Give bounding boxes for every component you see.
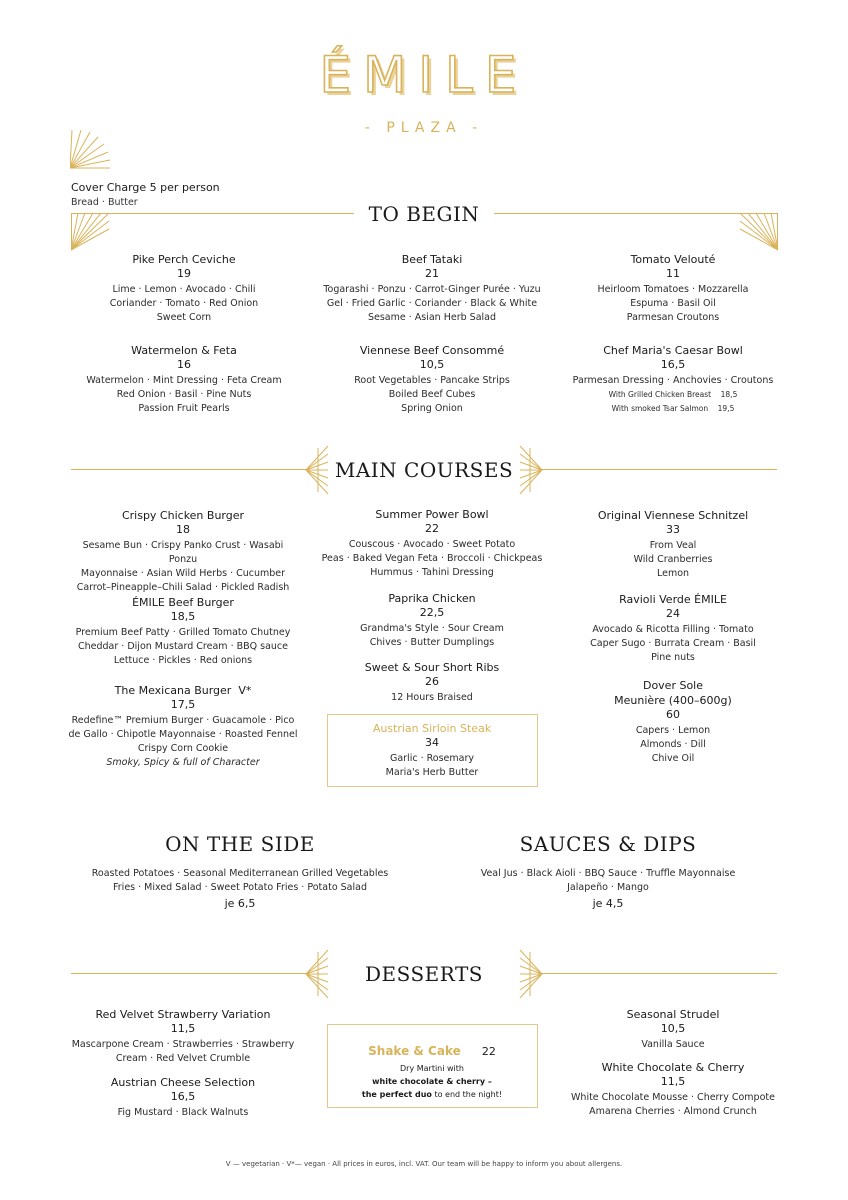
item-desc: Almonds · Dill bbox=[640, 739, 706, 750]
cover-charge bbox=[71, 181, 220, 208]
item-desc: Sesame · Asian Herb Salad bbox=[367, 312, 497, 323]
item-name: Beef Tataki bbox=[401, 253, 463, 266]
item-desc: white chocolate & cherry – bbox=[372, 1077, 492, 1086]
item-price: 22,5 bbox=[419, 606, 445, 619]
item-name: Seasonal Strudel bbox=[626, 1008, 720, 1021]
item-desc: Avocado & Ricotta Filling · Tomato bbox=[592, 624, 754, 635]
item-name: Tomato Velouté bbox=[630, 253, 716, 266]
item-desc: Passion Fruit Pearls bbox=[138, 403, 230, 414]
menu-item bbox=[68, 683, 298, 770]
item-desc: the perfect duo bbox=[361, 1090, 432, 1099]
item-price: 10,5 bbox=[419, 358, 445, 371]
item-desc: Grandma's Style · Sour Cream bbox=[360, 623, 504, 634]
item-price: 18,5 bbox=[170, 610, 196, 623]
item-name: Dover Sole bbox=[642, 679, 704, 692]
item-desc: Couscous · Avocado · Sweet Potato bbox=[348, 539, 516, 550]
sunburst-left-icon bbox=[71, 213, 111, 251]
menu-item bbox=[312, 252, 552, 325]
menu-item bbox=[68, 595, 298, 668]
item-desc: de Gallo · Chipotle Mayonnaise · Roasted Fennel bbox=[68, 729, 298, 740]
sunburst-right-icon bbox=[738, 213, 778, 251]
menu-item bbox=[573, 592, 773, 665]
item-name: Shake & Cake bbox=[368, 1044, 461, 1058]
item-desc: Cream · Red Velvet Crumble bbox=[115, 1053, 251, 1064]
item-price: 24 bbox=[666, 607, 680, 620]
cover-charge-text: Cover Charge 5 per person bbox=[71, 181, 220, 194]
divider-line bbox=[71, 469, 306, 470]
item-price: 18 bbox=[176, 523, 190, 536]
item-name: The Mexicana Burger V* bbox=[114, 684, 252, 697]
section-title-sauces: SAUCES & DIPS bbox=[519, 832, 697, 856]
item-price: 16,5 bbox=[660, 358, 686, 371]
item-desc: Vanilla Sauce bbox=[641, 1039, 705, 1050]
item-name: Red Velvet Strawberry Variation bbox=[95, 1008, 271, 1021]
item-desc: to end the night! bbox=[431, 1090, 503, 1099]
item-desc: Capers · Lemon bbox=[635, 725, 711, 736]
item-desc: Togarashi · Ponzu · Carrot-Ginger Purée · Yuzu bbox=[323, 284, 541, 295]
sunburst-top-left-icon bbox=[70, 130, 112, 170]
item-price: 26 bbox=[425, 675, 439, 688]
item-desc: Hummus · Tahini Dressing bbox=[370, 567, 494, 578]
menu-item bbox=[84, 343, 284, 416]
menu-item bbox=[68, 508, 298, 595]
section-title-to-begin: TO BEGIN bbox=[368, 202, 480, 226]
item-name: Austrian Cheese Selection bbox=[110, 1076, 256, 1089]
item-desc: Sweet Corn bbox=[156, 312, 212, 323]
menu-item bbox=[563, 343, 783, 416]
item-desc: Wild Cranberries bbox=[633, 554, 713, 565]
item-desc: Boiled Beef Cubes bbox=[388, 389, 476, 400]
item-desc: Spring Onion bbox=[401, 403, 463, 414]
side-dishes bbox=[60, 867, 420, 913]
divider-line bbox=[494, 213, 777, 214]
item-name: Pike Perch Ceviche bbox=[132, 253, 236, 266]
item-extra: With smoked Tsar Salmon 19,5 bbox=[611, 404, 735, 413]
item-price: 11 bbox=[666, 267, 680, 280]
item-price: 22 bbox=[481, 1045, 496, 1058]
item-desc: Premium Beef Patty · Grilled Tomato Chutney bbox=[75, 627, 291, 638]
divider-line bbox=[71, 213, 354, 214]
item-name: ÉMILE Beef Burger bbox=[132, 596, 234, 609]
section-title-desserts: DESSERTS bbox=[364, 962, 484, 986]
item-name: Watermelon & Feta bbox=[131, 344, 237, 357]
brand-logo: ÉMILE bbox=[319, 46, 529, 104]
item-price: 60 bbox=[666, 708, 680, 721]
item-desc: Heirloom Tomatoes · Mozzarella bbox=[597, 284, 749, 295]
footer-note: V — vegetarian · V*— vegan · All prices in euros, incl. VAT. Our team will be happy to inform you about allergens. bbox=[225, 1160, 623, 1168]
item-price: 16,5 bbox=[170, 1090, 196, 1103]
shake-and-cake bbox=[327, 1040, 537, 1101]
sunburst-left-icon bbox=[304, 444, 330, 496]
menu-item bbox=[573, 508, 773, 581]
menu-item bbox=[312, 343, 552, 416]
menu-item bbox=[84, 252, 284, 325]
item-desc: Root Vegetables · Pancake Strips bbox=[354, 375, 510, 386]
section-title-main-courses: MAIN COURSES bbox=[334, 458, 514, 482]
item-desc: Lemon bbox=[656, 568, 690, 579]
item-price: 16 bbox=[177, 358, 191, 371]
menu-item bbox=[68, 1007, 298, 1066]
item-desc: Crispy Corn Cookie bbox=[137, 743, 229, 754]
item-name: Paprika Chicken bbox=[388, 592, 476, 605]
item-desc: Caper Sugo · Burrata Cream · Basil bbox=[590, 638, 756, 649]
item-desc: Amarena Cherries · Almond Crunch bbox=[589, 1106, 757, 1117]
item-price: 21 bbox=[425, 267, 439, 280]
brand-subtitle: - PLAZA - bbox=[364, 120, 484, 136]
item-extra: With Grilled Chicken Breast 18,5 bbox=[608, 390, 738, 399]
item-price: 34 bbox=[425, 736, 439, 749]
item-desc: Garlic · Rosemary bbox=[389, 753, 475, 764]
sauces-line: Veal Jus · Black Aioli · BBQ Sauce · Truffle Mayonnaise bbox=[480, 868, 736, 879]
menu-item bbox=[573, 252, 773, 325]
item-desc: White Chocolate Mousse · Cherry Compote bbox=[571, 1092, 775, 1103]
item-desc: Sesame Bun · Crispy Panko Crust · Wasabi Ponzu bbox=[82, 540, 284, 565]
item-name: Austrian Sirloin Steak bbox=[372, 722, 492, 735]
side-dishes-line: Roasted Potatoes · Seasonal Mediterranean Grilled Vegetables bbox=[91, 868, 389, 879]
item-price: 17,5 bbox=[170, 698, 196, 711]
item-price: 11,5 bbox=[660, 1075, 686, 1088]
item-name: Ravioli Verde ÉMILE bbox=[619, 593, 727, 606]
item-desc: Espuma · Basil Oil bbox=[630, 298, 716, 309]
item-desc: Cheddar · Dijon Mustard Cream · BBQ sauce bbox=[78, 641, 288, 652]
menu-item bbox=[68, 1075, 298, 1120]
item-desc: Parmesan Dressing · Anchovies · Croutons bbox=[572, 375, 774, 386]
item-price: 19 bbox=[177, 267, 191, 280]
side-dishes-line: Fries · Mixed Salad · Sweet Potato Fries · Potato Salad bbox=[113, 882, 367, 893]
menu-item-featured bbox=[327, 721, 537, 780]
item-desc: Red Onion · Basil · Pine Nuts bbox=[116, 389, 252, 400]
item-desc: From Veal bbox=[649, 540, 697, 551]
menu-item bbox=[563, 1007, 783, 1052]
divider-line bbox=[71, 973, 306, 974]
section-title-on-the-side: ON THE SIDE bbox=[165, 832, 315, 856]
item-desc: Pine nuts bbox=[651, 652, 695, 663]
menu-item bbox=[312, 591, 552, 650]
item-desc: Lettuce · Pickles · Red onions bbox=[113, 655, 253, 666]
item-name: Original Viennese Schnitzel bbox=[597, 509, 749, 522]
item-desc: Chives · Butter Dumplings bbox=[369, 637, 495, 648]
divider-line bbox=[542, 973, 777, 974]
item-name: White Chocolate & Cherry bbox=[601, 1061, 745, 1074]
item-note: Smoky, Spicy & full of Character bbox=[106, 757, 260, 768]
item-price: 10,5 bbox=[660, 1022, 686, 1035]
item-desc: Fig Mustard · Black Walnuts bbox=[117, 1107, 249, 1118]
side-dishes-price: je 6,5 bbox=[224, 897, 256, 910]
item-desc: Coriander · Tomato · Red Onion bbox=[109, 298, 259, 309]
item-name: Sweet & Sour Short Ribs bbox=[364, 661, 500, 674]
item-desc: Mayonnaise · Asian Wild Herbs · Cucumber bbox=[80, 568, 286, 579]
item-desc: 12 Hours Braised bbox=[391, 692, 473, 703]
item-desc: Dry Martini with bbox=[400, 1064, 464, 1073]
divider-line bbox=[542, 469, 777, 470]
item-name: Viennese Beef Consommé bbox=[359, 344, 505, 357]
item-desc: Carrot–Pineapple–Chili Salad · Pickled Radish bbox=[76, 582, 290, 593]
sauces-list bbox=[428, 867, 788, 913]
menu-item bbox=[563, 1060, 783, 1119]
item-desc: Parmesan Croutons bbox=[626, 312, 720, 323]
item-price: 33 bbox=[666, 523, 680, 536]
item-desc: Maria's Herb Butter bbox=[385, 767, 479, 778]
item-name: Crispy Chicken Burger bbox=[121, 509, 245, 522]
item-desc: Redefine™ Premium Burger · Guacamole · Pico bbox=[71, 715, 295, 726]
item-name: Chef Maria's Caesar Bowl bbox=[603, 344, 743, 357]
sunburst-right-icon bbox=[518, 444, 544, 496]
item-name-line2: Meunière (400–600g) bbox=[614, 694, 732, 707]
sauces-price: je 4,5 bbox=[592, 897, 624, 910]
item-price: 11,5 bbox=[170, 1022, 196, 1035]
item-desc: Chive Oil bbox=[651, 753, 695, 764]
item-desc: Peas · Baked Vegan Feta · Broccoli · Chickpeas bbox=[321, 553, 543, 564]
cover-charge-items: Bread · Butter bbox=[71, 197, 138, 208]
menu-item bbox=[312, 507, 552, 580]
item-desc: Lime · Lemon · Avocado · Chili bbox=[112, 284, 256, 295]
menu-item bbox=[573, 678, 773, 766]
item-desc: Gel · Fried Garlic · Coriander · Black & White bbox=[326, 298, 538, 309]
item-name: Summer Power Bowl bbox=[375, 508, 489, 521]
menu-item bbox=[312, 660, 552, 705]
sunburst-left-icon bbox=[304, 948, 330, 1000]
item-desc: Watermelon · Mint Dressing · Feta Cream bbox=[86, 375, 282, 386]
sunburst-right-icon bbox=[518, 948, 544, 1000]
sauces-line: Jalapeño · Mango bbox=[567, 882, 649, 893]
item-price: 22 bbox=[425, 522, 439, 535]
item-desc: Mascarpone Cream · Strawberries · Strawberry bbox=[71, 1039, 295, 1050]
